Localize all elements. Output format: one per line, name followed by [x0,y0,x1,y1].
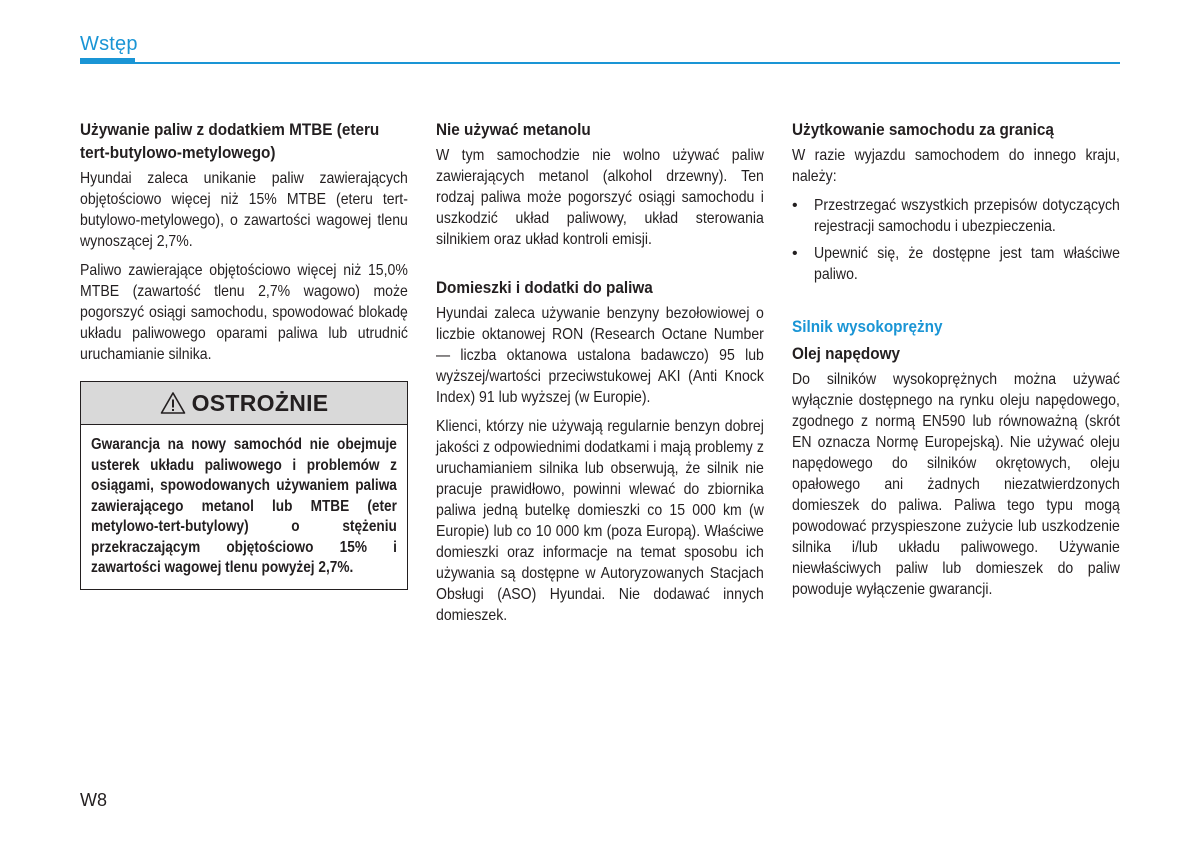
list-item: • Przestrzegać wszystkich przepisów dotyczących rejestracji samochodu i ubezpieczenia. [792,197,1120,235]
paragraph-mtbe-1: Hyundai zaleca unikanie paliw zawierających objętościowo więcej niż 15% MTBE (eteru tert-butylowo-metylowego), o zawartości wagowej tlenu wynoszącej 2,7%. [80,170,408,250]
heading-diesel-fuel: Olej napędowy [792,344,900,363]
column-middle [436,118,764,634]
paragraph-additives-2: Klienci, którzy nie używają regularnie benzyn dobrej jakości z odpowiednimi dodatkami i mają problemy z uruchamianiem silnika lub obserwują, że silnik nie pracuje prawidłowo, powinni wlewać do zbiornika paliwa jedną butelkę domieszki co 15 000 km (w Europie) lub co 10 000 km (poza Europą). Właściwe domieszki oraz informacje na temat sposobu ich używania są dostępne w Autoryzowanych Stacjach Obsługi (ASO) Hyundai. Nie dodawać innych domieszek. [436,418,764,624]
heading-abroad: Użytkowanie samochodu za granicą [792,120,1054,139]
paragraph-diesel-fuel: Do silników wysokoprężnych można używać wyłącznie dostępnego na rynku oleju napędowego, zgodnego z normą EN590 lub równoważną (skrót EN oznacza Normę Europejską). Nie używać oleju napędowego do silników okrętowych, oleju opałowego ani żadnych niezatwierdzonych domieszek do paliwa. Paliwa tego typu mogą powodować przyspieszone zużycie lub uszkodzenie silnika i/lub układu paliwowego. Używanie niewłaściwych paliw lub domieszek do paliw powoduje wyłączenie gwarancji. [792,371,1120,598]
column-left [80,118,408,590]
warning-triangle-icon [160,391,186,415]
caution-box [80,381,408,590]
list-item: • Upewnić się, że dostępne jest tam właściwe paliwo. [792,245,1120,283]
paragraph-abroad: W razie wyjazdu samochodem do innego kraju, należy: [792,147,1120,185]
heading-additives: Domieszki i dodatki do paliwa [436,278,653,297]
column-right [792,118,1120,608]
paragraph-mtbe-2: Paliwo zawierające objętościowo więcej niż 15,0% MTBE (zawartość tlenu 2,7% wagowo) może pogorszyć osiągi samochodu, spowodować blokadę układu paliwowego oparami paliwa lub utrudnić uruchamianie silnika. [80,262,408,363]
heading-mtbe: Używanie paliw z dodatkiem MTBE (eteru tert-butylowo-metylowego) [80,120,380,162]
abroad-bullet-list [792,195,1120,285]
paragraph-additives-1: Hyundai zaleca używanie benzyny bezołowiowej o liczbie oktanowej RON (Research Octane Number — liczba oktanowa ustalona badawczo) 95 lub wyższej/wartości przeciwstukowej AKI (Anti Knock Index) 91 lub wyższej (w Europie). [436,305,764,406]
subtitle-diesel: Silnik wysokoprężny [792,317,943,336]
heading-methanol: Nie używać metanolu [436,120,591,139]
page-number: W8 [80,790,107,810]
header-divider [80,62,1120,64]
caution-title: OSTROŻNIE [191,389,329,416]
caution-body [81,425,407,589]
section-title: Wstęp [80,33,138,55]
caution-header [81,382,407,425]
paragraph-methanol: W tym samochodzie nie wolno używać paliw zawierających metanol (alkohol drzewny). Ten rodzaj paliwa może pogorszyć osiągi samochodu i uszkodzić układ paliwowy, układ sterowania silnikiem oraz układ kontroli emisji. [436,147,764,248]
caution-text: Gwarancja na nowy samochód nie obejmuje usterek układu paliwowego i problemów z osiągami, spowodowanych używaniem paliwa zawierającego metanol lub MTBE (eter metylowo-tert-butylowy) o stężeniu przekraczającym objętościowo 15% i zawartości wagowej tlenu powyżej 2,7%. [91,436,397,576]
